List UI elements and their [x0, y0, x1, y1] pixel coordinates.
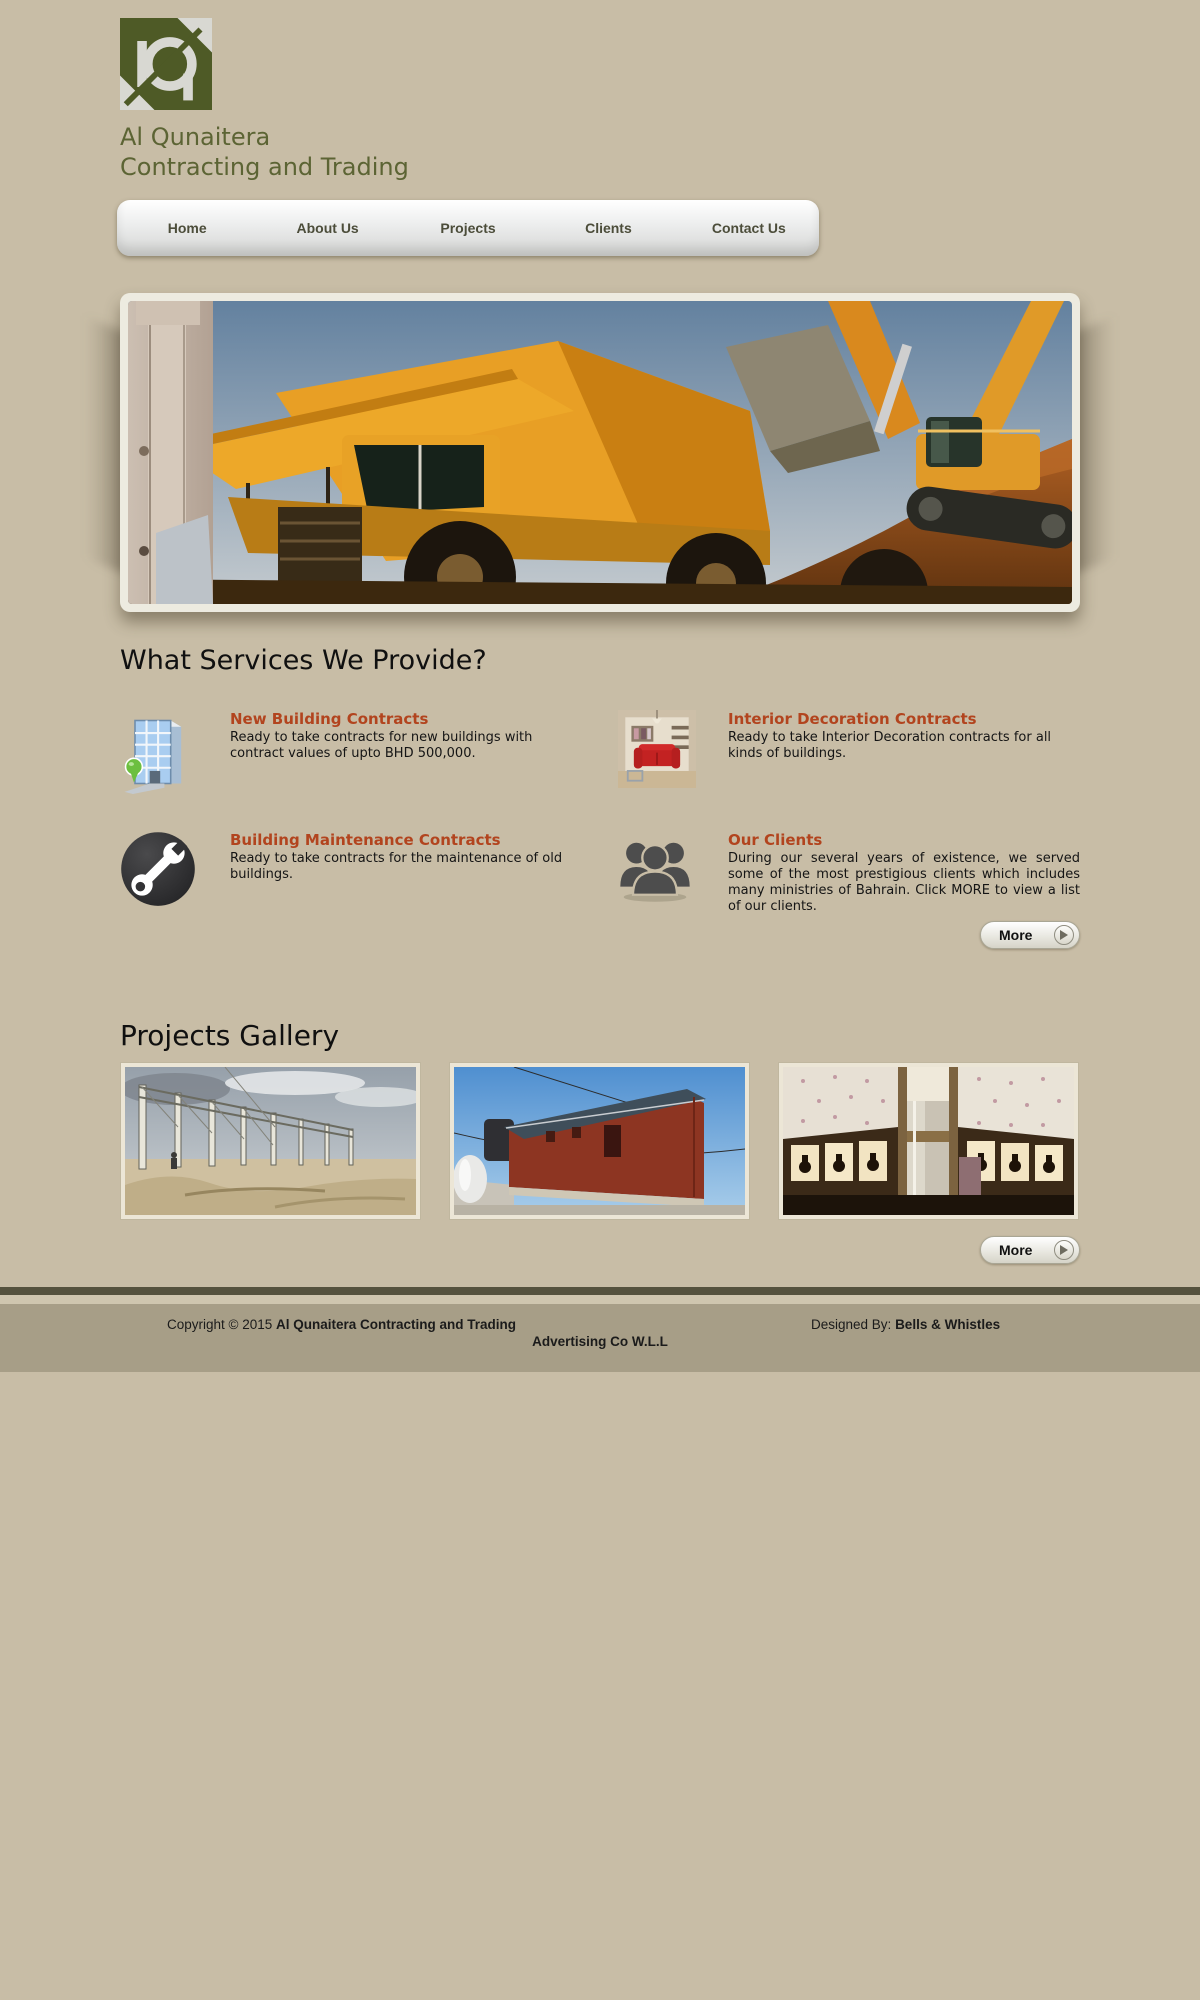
gallery-grid	[120, 1062, 1080, 1220]
designer-name: Bells & Whistles	[895, 1317, 1001, 1332]
clients-more-button[interactable]	[980, 921, 1080, 949]
gallery-item-red-building[interactable]	[449, 1062, 750, 1220]
designer-suffix: Advertising Co W.L.L	[532, 1334, 668, 1349]
hero-slider	[120, 293, 1080, 612]
services-heading: What Services We Provide?	[120, 645, 487, 676]
service-title: Interior Decoration Contracts	[728, 710, 977, 728]
footer-light-strip	[0, 1295, 1200, 1304]
company-logo[interactable]	[120, 18, 212, 110]
page-header	[0, 0, 1200, 182]
service-building-maintenance	[120, 831, 590, 949]
nav-item-clients[interactable]: Clients	[585, 220, 632, 236]
steel-structure-image	[125, 1067, 416, 1215]
service-body: Ready to take contracts for the maintenance of old buildings.	[230, 851, 563, 882]
page-footer	[0, 1304, 1200, 1372]
interior-room-icon	[618, 710, 698, 788]
hero-frame	[120, 293, 1080, 612]
footer-top-border	[0, 1287, 1200, 1295]
people-group-icon	[618, 831, 698, 903]
service-interior-decoration	[618, 710, 1080, 794]
services-grid	[120, 710, 1080, 949]
service-title: New Building Contracts	[230, 710, 429, 728]
building-icon	[120, 710, 200, 794]
more-button-label: More	[999, 927, 1033, 943]
nav-item-contact-us[interactable]: Contact Us	[711, 220, 786, 236]
jewelry-shop-image	[783, 1067, 1074, 1215]
service-body: Ready to take Interior Decoration contracts for all kinds of buildings.	[728, 730, 1052, 761]
service-body: During our several years of existence, we served some of the most prestigious clients which includes many ministries of Bahrain. Click MORE to view a list of our clients.	[728, 851, 1080, 914]
hero-slide-image	[128, 301, 1072, 604]
gallery-item-jewelry-shop[interactable]	[778, 1062, 1079, 1220]
gallery-heading: Projects Gallery	[120, 1019, 340, 1052]
copyright-company: Al Qunaitera Contracting and Trading	[276, 1317, 517, 1332]
gallery-item-steel-structure[interactable]	[120, 1062, 421, 1220]
designed-by-text	[811, 1317, 1000, 1332]
copyright-text	[167, 1317, 516, 1332]
gallery-more-button[interactable]	[980, 1236, 1080, 1264]
service-new-building	[120, 710, 590, 794]
arrow-right-icon	[1054, 1240, 1074, 1260]
designed-by-label: Designed By:	[811, 1317, 892, 1332]
company-name-line2: Contracting and Trading	[120, 153, 409, 181]
arrow-right-icon	[1054, 925, 1074, 945]
nav-item-projects[interactable]: Projects	[440, 220, 496, 236]
service-title: Our Clients	[728, 831, 823, 849]
service-body: Ready to take contracts for new buildings with contract values of upto BHD 500,000.	[230, 730, 533, 761]
nav-item-home[interactable]: Home	[167, 220, 207, 236]
red-building-image	[454, 1067, 745, 1215]
main-nav	[117, 200, 819, 256]
service-title: Building Maintenance Contracts	[230, 831, 501, 849]
nav-item-about-us[interactable]: About Us	[296, 220, 359, 236]
service-our-clients	[618, 831, 1080, 949]
wrench-icon	[120, 831, 200, 907]
more-button-label: More	[999, 1242, 1033, 1258]
company-name-line1: Al Qunaitera	[120, 123, 271, 151]
copyright-prefix: Copyright © 2015	[167, 1317, 273, 1332]
company-name	[120, 122, 1200, 182]
